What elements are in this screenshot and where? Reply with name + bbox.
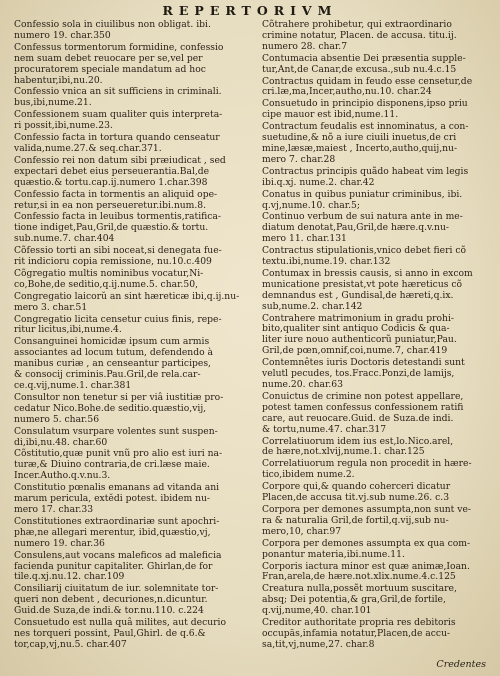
page-header: REPERTORIVM (162, 3, 338, 18)
entry-line: Gril,de pœn,omnif,coi,nume.7, char.419 (262, 345, 448, 357)
entry-line: & tortu,nume.47. char.317 (262, 423, 387, 435)
index-entry (14, 246, 246, 268)
entry-line: Confessio rei non datum sibi præiudicat , sed (14, 154, 226, 166)
index-entry (262, 392, 498, 436)
index-entry (14, 427, 246, 449)
entry-line: potest tamen confessus confessionem ratifi (262, 401, 464, 413)
entry-line: Confessio facta in tormentis an aliquid ope- (14, 188, 218, 200)
entry-line: cipe mauor est ibid,nume.11. (262, 109, 399, 121)
entry-line: mero 7. char.28 (262, 153, 336, 165)
entry-line: bito,qualiter sint antiquo Codicis & qua- (262, 323, 450, 335)
entry-line: Creditor authoritate propria res debitoris (262, 617, 456, 629)
entry-line: marum pericula, extĕdi potest. ibidem nu- (14, 493, 211, 505)
entry-line: Constitutiones extraordinariæ sunt apochri- (14, 515, 220, 527)
entry-line: tor,cap,vj,nu.5. char.407 (14, 638, 127, 650)
entry-line: manibus curiæ , an censeantur participes, (14, 358, 211, 370)
entry-line: Cõgregatio multis nominibus vocatur,Ni- (14, 267, 204, 279)
entry-line: nem suam debet reuocare per se,vel per (14, 52, 203, 64)
entry-line: numero 19. char.350 (14, 29, 111, 41)
entry-line: crimine notatur, Placen. de accusa. titu.ij. (262, 29, 457, 41)
index-entry (14, 393, 246, 426)
entry-line: numero 19. char.36 (14, 537, 105, 549)
left-column (14, 20, 246, 652)
entry-line: habentur,ibi,nu.20. (14, 74, 103, 86)
entry-line: sub.nume.7. char.404 (14, 233, 115, 245)
index-entry (262, 358, 498, 391)
entry-line: nume.20. char.63 (262, 379, 343, 390)
entry-line: Conuictus de crimine non potest appellare, (262, 390, 464, 402)
entry-line: ponantur materia,ibi.nume.11. (262, 548, 405, 560)
entry-line: absq; Dei potentia,& gra,Gril,de fortile, (262, 594, 446, 606)
index-entry (262, 539, 498, 561)
index-entry (262, 618, 498, 651)
index-entry (14, 133, 246, 155)
entry-line: de hære,not.xlvij,nume.1. char.125 (262, 446, 425, 458)
entry-line: numero 5. char.56 (14, 413, 100, 425)
entry-line: Contemnêtes iuris Doctoris detestandi sunt (262, 357, 465, 369)
entry-line: Congregatio licita censetur cuius finis, repe- (14, 313, 222, 325)
index-entry (262, 584, 498, 617)
entry-line: Contumax in bressis causis, si anno in excom (262, 267, 473, 279)
entry-line: di,ibi,nu.48. char.60 (14, 436, 108, 448)
entry-line: Congregatio laicorŭ an sint hæreticæ ibi,q.ij.nu- (14, 290, 240, 302)
index-entry (262, 212, 498, 245)
entry-line: Corporis iactura minor est quæ animæ,Ioan. (262, 560, 470, 572)
entry-line: Cõfessio torti an sibi noceat,si denegata fue- (14, 245, 222, 257)
entry-line: retur,si in ea non perseueretur.ibi.num.8. (14, 199, 207, 211)
index-entry (14, 483, 246, 516)
index-entry (14, 190, 246, 212)
entry-line: Consultor non tenetur si per viâ iustitiæ pro- (14, 391, 224, 403)
entry-line: Correlatiuorum idem ius est,lo.Nico.arel, (262, 435, 454, 447)
entry-line: Confessio sola in ciuilibus non obligat. ibi. (14, 19, 211, 30)
entry-line: numero 28. char.7 (262, 40, 348, 52)
index-entry (262, 167, 498, 189)
entry-line: q.vij,nume,40. char.101 (262, 605, 372, 617)
entry-line: co,Bohe,de seditio,q.ij.nume.5. char.50, (14, 278, 198, 290)
entry-line: Conatus in quibus puniatur criminibus, ibi. (262, 188, 463, 200)
entry-line: Guid.de Suza,de indi.& tor.nu.110. c.224 (14, 605, 204, 617)
entry-line: Corpore qui,& quando coherceri dicatur (262, 481, 451, 493)
entry-line: Confessio facta in leuibus tormentis,ratifica- (14, 211, 221, 223)
entry-line: bus,ibi,nume.21. (14, 97, 92, 109)
entry-line: Creatura nulla,possẽt mortuum suscitare, (262, 583, 457, 595)
entry-line: Confessionem suam qualiter quis interpreta- (14, 109, 223, 121)
entry-line: Consulens,aut vocans maleficos ad maleficia (14, 549, 222, 561)
entry-line: valida,nume.27.& seq.char.371. (14, 142, 162, 154)
index-entry (14, 292, 246, 314)
entry-line: tione indiget,Pau,Gril,de quæstio.& tortu. (14, 222, 209, 234)
entry-line: tile.q.xj.nu.12. char.109 (14, 571, 125, 583)
entry-line: Contractum feudalis est innominatus, a con- (262, 121, 469, 133)
index-entry (14, 584, 246, 617)
entry-line: sa,tit,vj,nume,27. char.8 (262, 638, 375, 650)
right-column (262, 20, 498, 652)
entry-line: mine,læsæ,maiest , Incerto,autho,quij,nu- (262, 142, 458, 154)
entry-line: ritur licitus,ibi,nume.4. (14, 324, 122, 336)
entry-line: occupās,infamia notatur,Placen,de accu- (262, 627, 451, 639)
entry-line: textu.ibi,nume.19. char.132 (262, 256, 391, 268)
entry-line: Continuo verbum de sui natura ante in me- (262, 211, 463, 223)
entry-line: tur,Ant,de Canar,de excusa.,sub nu.4.c.15 (262, 63, 457, 75)
catchword: Credentes (436, 659, 486, 670)
index-entry (14, 337, 246, 392)
entry-line: diatum denotat,Pau,Gril,de hære.q.v.nu- (262, 222, 450, 234)
entry-line: liter iure nouo authenticorũ puniatur,Pau. (262, 334, 457, 346)
entry-line: ra & naturalia Gril,de fortil,q.vij,sub nu- (262, 514, 449, 526)
index-entry (262, 269, 498, 313)
entry-line: cri.læ,ma,Incer,autho,nu.10. char.24 (262, 86, 432, 98)
entry-line: & consocij criminis.Pau.Gril,de rela.car- (14, 369, 201, 381)
entry-line: sub,nume.2. char.142 (262, 300, 363, 312)
entry-line: turæ,& Diuino contraria,de cri.læse maie. (14, 459, 210, 471)
entry-line: Contumacia absentie Dei præsentia supple- (262, 52, 466, 64)
entry-line: procuratorem speciale mandatum ad hoc (14, 63, 206, 75)
entry-line: mero 3. char.51 (14, 301, 88, 313)
entry-line: Incer.Autho.q.v.nu.3. (14, 470, 111, 482)
index-entry (262, 99, 498, 121)
entry-line: velutl pecudes, tos.Fracc.Ponzi,de lamijs, (262, 368, 455, 380)
index-entry (14, 551, 246, 584)
index-entry (262, 20, 498, 53)
index-entry (262, 562, 498, 584)
entry-line: expectari debet eius perseuerantia.Bal,de (14, 165, 210, 177)
entry-line: Contractus principis quãdo habeat vim legis (262, 165, 469, 177)
entry-line: Contrahere matrimonium in gradu prohi- (262, 312, 455, 324)
entry-line: phæ,ne allegari merentur, ibid,quæstio,vj, (14, 526, 211, 538)
entry-line: ri possit,ibi,nume.23. (14, 120, 113, 132)
entry-line: mero 11. char.131 (262, 233, 347, 245)
index-entry (262, 437, 498, 459)
index-entry (14, 156, 246, 189)
index-entry (262, 482, 498, 504)
index-entry (14, 517, 246, 550)
index-entry (262, 505, 498, 538)
entry-line: ce.q.vij,nume.1. char.381 (14, 380, 132, 391)
entry-line: mero 17. char.33 (14, 503, 94, 515)
entry-line: Cõtrahere prohibetur, qui extraordinario (262, 19, 452, 30)
entry-line: mero,10, char.97 (262, 525, 342, 537)
entry-line: Contractus quidam in feudo esse censetur,de (262, 75, 473, 87)
index-entry (262, 122, 498, 166)
entry-line: Confessio facta in tortura quando censeatur (14, 132, 220, 144)
entry-line: suetudine,& nõ a iure ciuili inuetus,de cri (262, 132, 457, 144)
entry-line: Consulatum vsurpare volentes sunt suspen- (14, 425, 218, 437)
index-entry (14, 20, 246, 42)
index-entry (262, 190, 498, 212)
index-entry (262, 246, 498, 268)
index-entry (14, 315, 246, 337)
index-entry (14, 110, 246, 132)
index-entry (14, 449, 246, 482)
entry-line: Fran,arela,de hære.not.xlix.nume.4.c.125 (262, 571, 456, 583)
entry-line: Placen,de accusa tit.vj.sub nume.26. c.3 (262, 492, 450, 504)
entry-line: nes torqueri possint, Paul,Ghirl. de q.6.& (14, 627, 206, 639)
entry-line: Constitutio pœnalis emanans ad vitanda ani (14, 482, 220, 494)
entry-line: care, aut reuocare.Guid. de Suza.de indi. (262, 412, 454, 424)
entry-line: cedatur Nico.Bohe.de seditio.quæstio,vij, (14, 402, 207, 414)
entry-line: Corpora per demones assumpta ex qua com- (262, 537, 471, 549)
entry-line: Consuetudo est nulla quâ milites, aut decurio (14, 617, 227, 629)
entry-line: Confessus tormentorum formidine, confessio (14, 41, 224, 53)
entry-line: ibi.q.xj. nume.2. char.42 (262, 176, 375, 188)
index-entry (262, 314, 498, 358)
index-entry (262, 54, 498, 76)
index-entry (14, 212, 246, 245)
index-entry (14, 43, 246, 87)
entry-line: demnandus est , Gundisal,de hæreti,q.ix. (262, 289, 454, 301)
index-entry (14, 87, 246, 109)
entry-line: tico,ibidem nume.2. (262, 469, 355, 481)
entry-line: facienda punitur capitaliter. Ghirlan,de for (14, 560, 213, 572)
index-entry (14, 618, 246, 651)
entry-line: Consuetudo in principio disponens,ipso priu (262, 98, 468, 110)
entry-line: municatione presistat,vt pote hæreticus cõ (262, 278, 463, 290)
entry-line: associantes ad locum tutum, defendendo à (14, 347, 214, 359)
entry-line: Cõstitutio,quæ punit vnũ pro alio est iuri na- (14, 448, 223, 460)
entry-line: quæstio.& tortu.cap.ij.numero 1.char.398 (14, 176, 208, 188)
entry-line: q.vj,nume.10. char.5; (262, 199, 360, 211)
index-entry (14, 269, 246, 291)
entry-line: Correlatiuorum regula non procedit in hære- (262, 458, 472, 470)
entry-line: rit indicioru copia remissione, nu.10.c.409 (14, 256, 212, 268)
entry-line: Corpora per demones assumpta,non sunt ve- (262, 503, 472, 515)
entry-line: Confessio vnica an sit sufficiens in criminali. (14, 86, 222, 98)
index-entry (262, 77, 498, 99)
entry-line: queri non debent , decuriones,n.dicuntur. (14, 594, 208, 606)
entry-line: Consiliarij ciuitatum de iur. solemnitate tor- (14, 583, 219, 595)
entry-line: Contractus stipulationis,vnico debet fieri cõ (262, 245, 467, 257)
entry-line: Consanguinei homicidæ ipsum cum armis (14, 336, 210, 348)
index-entry (262, 459, 498, 481)
